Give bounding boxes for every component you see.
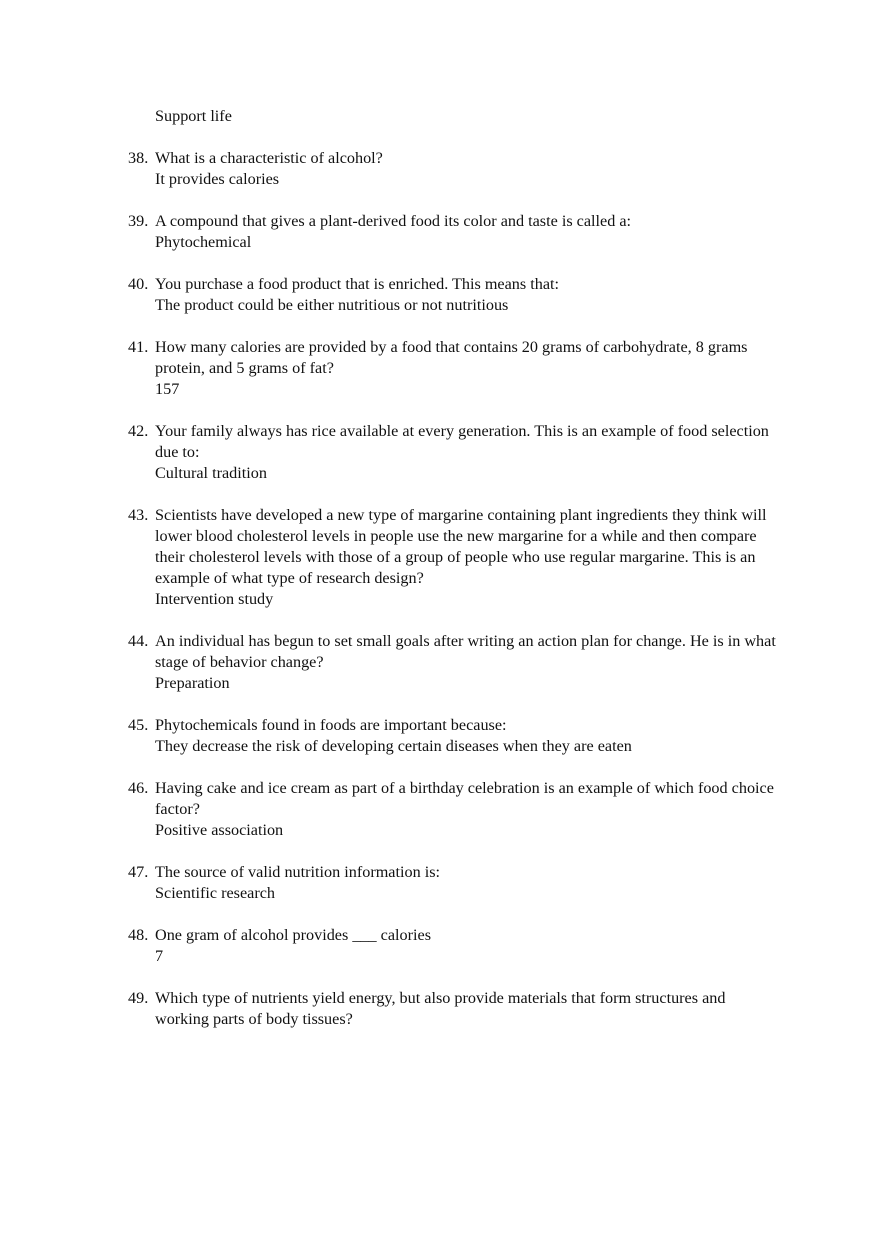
qa-item <box>128 778 778 841</box>
qa-body <box>155 715 778 757</box>
qa-item <box>128 148 778 190</box>
answer-text: The product could be either nutritious or not nutritious <box>155 296 509 314</box>
qa-item <box>128 505 778 610</box>
question-number: 43. <box>128 506 149 524</box>
qa-body <box>155 337 778 400</box>
question-number: 46. <box>128 779 149 797</box>
qa-item <box>128 211 778 253</box>
answer-text: Preparation <box>155 674 230 692</box>
question-number: 49. <box>128 989 149 1007</box>
answer-text: Cultural tradition <box>155 464 267 482</box>
qa-body <box>155 778 778 841</box>
question-text: Phytochemicals found in foods are important because: <box>155 716 507 734</box>
question-number: 47. <box>128 863 149 881</box>
answer-text: Intervention study <box>155 590 274 608</box>
question-number: 39. <box>128 212 149 230</box>
question-text: You purchase a food product that is enriched. This means that: <box>155 275 560 293</box>
question-text: How many calories are provided by a food that contains 20 grams of carbohydrate, 8 grams protein, and 5 grams of fat? <box>155 338 748 377</box>
answer-text: 7 <box>155 947 164 965</box>
answer-text: Phytochemical <box>155 233 252 251</box>
question-text: What is a characteristic of alcohol? <box>155 149 383 167</box>
qa-body <box>155 274 778 316</box>
qa-body <box>155 421 778 484</box>
qa-body <box>155 505 778 610</box>
question-text: An individual has begun to set small goals after writing an action plan for change. He is in what stage of behavior change? <box>155 632 776 671</box>
question-text: A compound that gives a plant-derived food its color and taste is called a: <box>155 212 632 230</box>
question-text: The source of valid nutrition information is: <box>155 863 441 881</box>
question-number: 38. <box>128 149 149 167</box>
qa-item <box>128 715 778 757</box>
question-text: Which type of nutrients yield energy, but also provide materials that form structures and working parts of body tissues? <box>155 989 726 1028</box>
question-number: 40. <box>128 275 149 293</box>
question-number: 45. <box>128 716 149 734</box>
qa-item <box>128 274 778 316</box>
question-text: Scientists have developed a new type of margarine containing plant ingredients they think will lower blood cholesterol levels in people use the new margarine for a while and then compare their cholesterol levels with those of a group of people who use regular margarine. This is an example of what type of research design? <box>155 506 767 587</box>
qa-item <box>128 631 778 694</box>
question-number: 42. <box>128 422 149 440</box>
qa-item <box>128 925 778 967</box>
qa-item <box>128 862 778 904</box>
lead-answer: Support life <box>155 107 232 125</box>
question-text: One gram of alcohol provides ___ calories <box>155 926 432 944</box>
qa-item <box>128 337 778 400</box>
question-text: Having cake and ice cream as part of a birthday celebration is an example of which food choice factor? <box>155 779 774 818</box>
qa-list <box>128 148 778 1051</box>
qa-body <box>155 988 778 1030</box>
answer-text: Positive association <box>155 821 284 839</box>
qa-item <box>128 988 778 1030</box>
question-number: 48. <box>128 926 149 944</box>
answer-text: Scientific research <box>155 884 275 902</box>
qa-body <box>155 925 778 967</box>
qa-body <box>155 631 778 694</box>
qa-item <box>128 421 778 484</box>
qa-body <box>155 211 778 253</box>
answer-text: 157 <box>155 380 180 398</box>
qa-body <box>155 862 778 904</box>
qa-body <box>155 148 778 190</box>
question-text: Your family always has rice available at every generation. This is an example of food selection due to: <box>155 422 769 461</box>
answer-text: It provides calories <box>155 170 280 188</box>
answer-text: They decrease the risk of developing certain diseases when they are eaten <box>155 737 632 755</box>
question-number: 41. <box>128 338 149 356</box>
question-number: 44. <box>128 632 149 650</box>
